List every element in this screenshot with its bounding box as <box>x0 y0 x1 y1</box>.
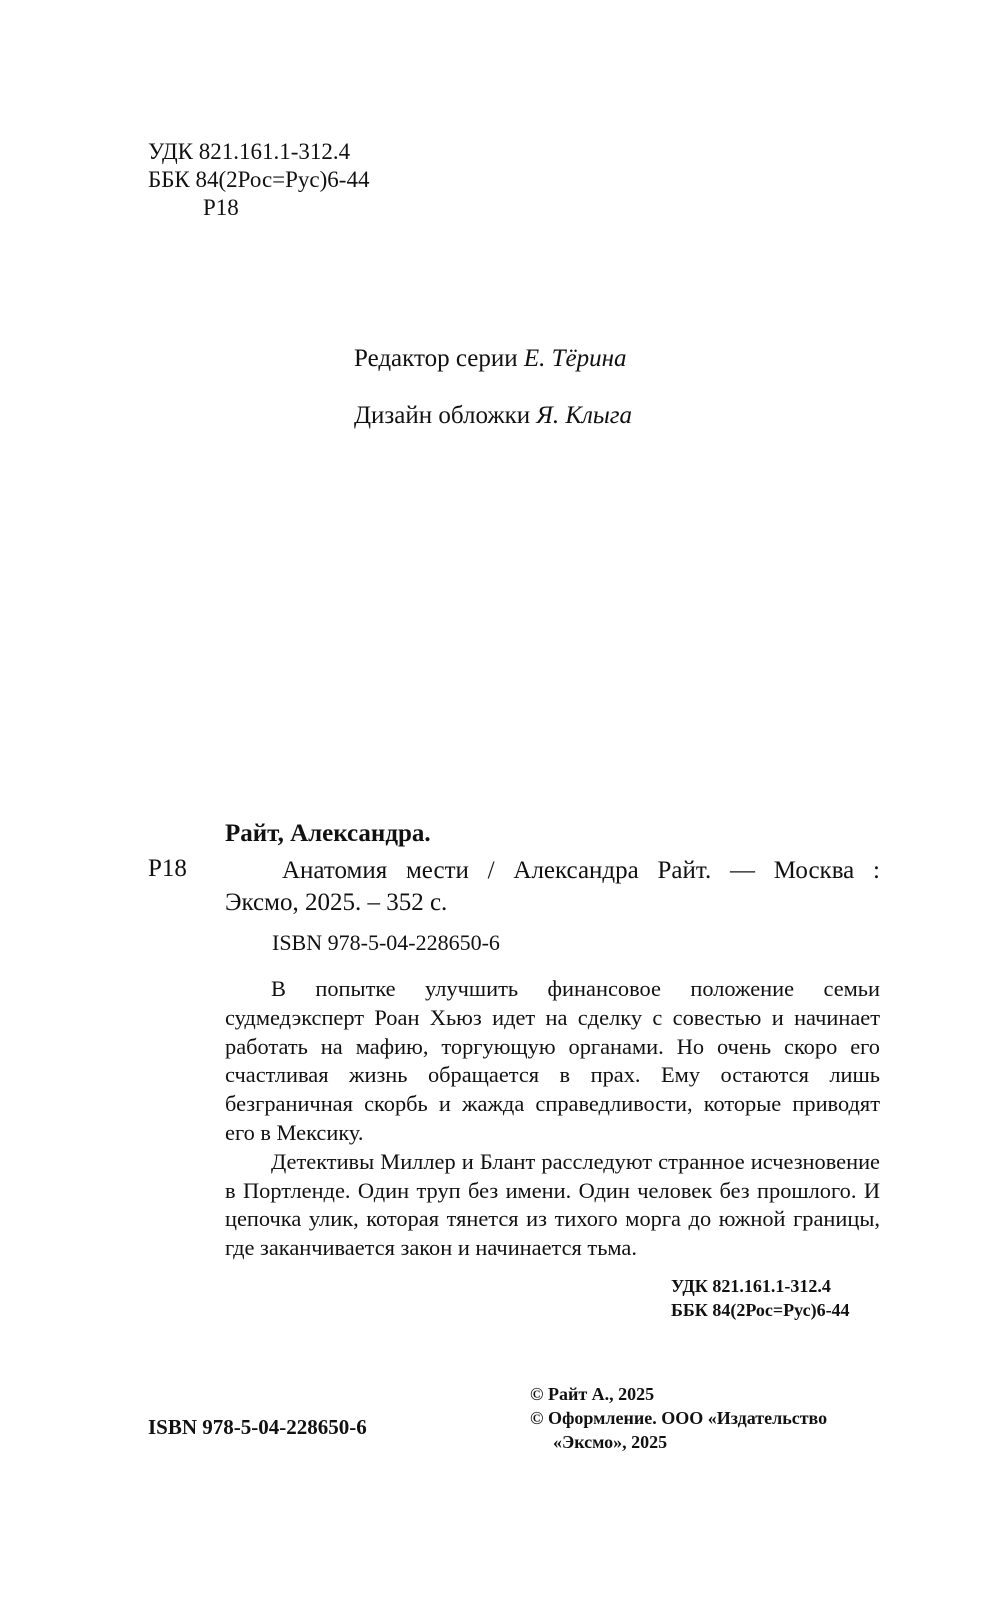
cover-design-credit <box>354 402 632 430</box>
udk-code: УДК 821.161.1-312.4 <box>671 1276 831 1296</box>
series-editor-credit <box>354 345 627 373</box>
annotation-paragraph: В попытке улучшить финансовое положение семьи судмедэксперт Роан Хьюз идет на сделку с совестью и начинает работать на мафию, торгующую органами. Но очень скоро его счастливая жизнь обращается в прах. Ему остаются лишь безграничная скорбь и жажда справедливости, которые приводят его в Мексику. <box>225 976 880 1145</box>
copyright-author: © Райт А., 2025 <box>530 1384 655 1404</box>
udk-code: УДК 821.161.1-312.4 <box>148 139 351 164</box>
top-classification-codes <box>148 138 369 222</box>
author-mark: Р18 <box>203 195 239 220</box>
catalog-isbn: ISBN 978-5-04-228650-6 <box>272 930 500 955</box>
bbk-code: ББК 84(2Рос=Рус)6-44 <box>671 1300 850 1320</box>
bottom-classification-codes <box>671 1274 850 1322</box>
annotation-paragraph: Детективы Миллер и Блант расследуют странное исчезновение в Портленде. Один труп без имени. Один человек без прошлого. И цепочка улик, которая тянется из тихого морга до южной границы, где заканчивается закон и начинается тьма. <box>225 1148 880 1261</box>
isbn-bottom: ISBN 978-5-04-228650-6 <box>148 1415 367 1439</box>
editor-name: Е. Тёрина <box>523 345 627 372</box>
catalog-bibliographic-entry <box>225 855 880 919</box>
design-label: Дизайн обложки <box>354 402 531 429</box>
book-annotation <box>225 975 880 1263</box>
designer-name: Я. Клыга <box>536 402 633 429</box>
copyright-design-continued: «Эксмо», 2025 <box>553 1432 668 1452</box>
bibliographic-publisher-line: Эксмо, 2025. – 352 с. <box>225 889 448 916</box>
catalog-author-mark: Р18 <box>148 855 187 882</box>
editor-label: Редактор серии <box>354 345 518 372</box>
copyright-design: © Оформление. ООО «Издательство <box>530 1408 828 1428</box>
catalog-author: Райт, Александра. <box>225 820 431 847</box>
bbk-code: ББК 84(2Рос=Рус)6-44 <box>148 167 370 192</box>
bibliographic-title-line: Анатомия мести / Александра Райт. — Москва : <box>282 857 880 884</box>
copyright-notices <box>530 1382 827 1454</box>
